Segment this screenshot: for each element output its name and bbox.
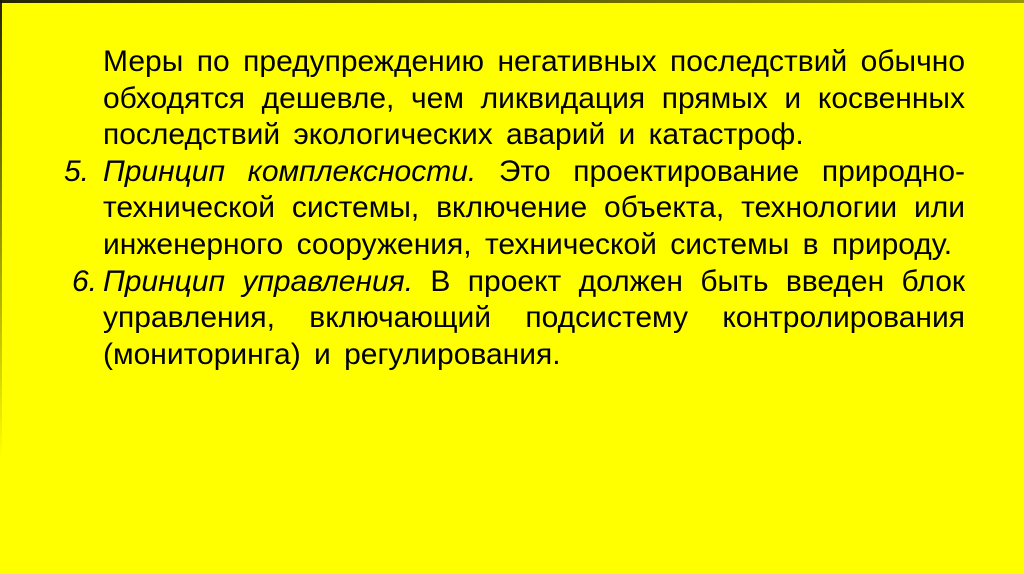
- principle-5-body: Это проектирование природно-технической системы, включение объекта, технологии или инженерного сооружения, технической системы в природу.: [103, 154, 965, 261]
- list-item-principle-6: [71, 264, 966, 374]
- principle-6-title: Принцип управления.: [103, 264, 414, 298]
- list-number-5: 5.: [63, 154, 89, 188]
- slide-top-edge-line: [0, 0, 1024, 3]
- intro-paragraph: Меры по предупреждению негативных последствий обычно обходятся дешевле, чем ликвидация прямых и косвенных последствий экологических аварий и катастроф.: [103, 45, 965, 152]
- principle-5-title: Принцип комплексности.: [103, 154, 477, 188]
- principle-5-paragraph: [103, 154, 965, 264]
- slide-text-block: [63, 44, 966, 373]
- list-number-6: 6.: [71, 264, 97, 298]
- slide-left-edge-line: [0, 0, 2, 459]
- list-item-principle-5: [63, 154, 965, 264]
- principle-6-body: В проект должен быть введен блок управления, включающий подсистему контролирования (мониторинга) и регулирования.: [103, 264, 966, 371]
- principle-6-paragraph: [103, 264, 965, 374]
